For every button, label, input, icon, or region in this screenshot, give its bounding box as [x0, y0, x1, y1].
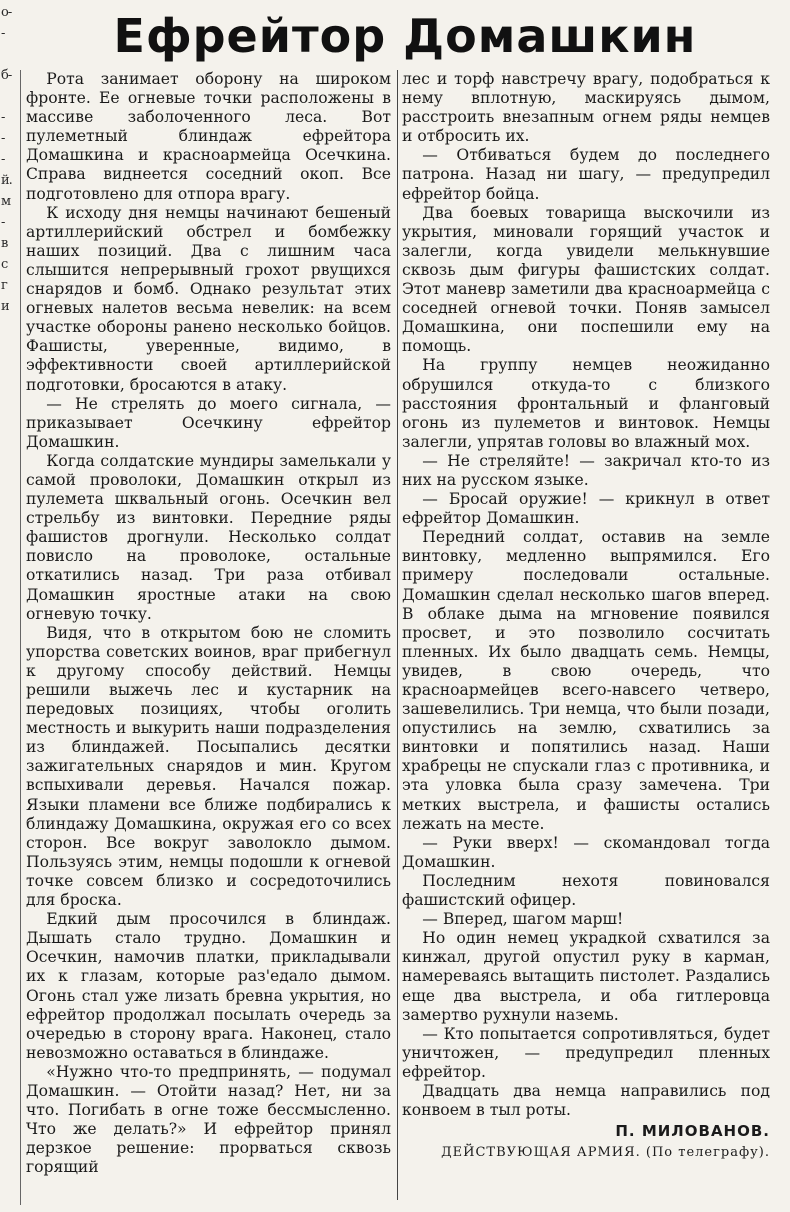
- article-paragraph: — Вперед, шагом марш!: [422, 910, 624, 929]
- adjacent-column-fragment: [0, 0, 17, 314]
- column-divider: [397, 70, 398, 1200]
- article-paragraph: Но один немец украдкой схватился за кинжал, другой опустил руку в карман, намереваясь вытащить пистолет. Раздались еще два выстрела, и оба гитлеровца замертво рухнули наземь.: [402, 929, 770, 1024]
- article-paragraph: — Отбиваться будем до последнего патрона. Назад ни шагу, — предупредил ефрейтор бойца.: [402, 146, 770, 203]
- fragment-line: и: [1, 299, 9, 314]
- article-paragraph: — Руки вверх! — скомандовал тогда Домашкин.: [402, 833, 770, 871]
- fragment-line: -: [1, 215, 5, 230]
- article-paragraph: Рота занимает оборону на широком фронте. Ее огневые точки расположены в массиве заболоченного леса. Вот пулеметный блиндаж ефрейтора Домашкина и красноармейца Осечкина. Справа виднеется соседний окоп. Все подготовлено для отпора врагу.: [26, 70, 391, 203]
- article-paragraph: лес и торф навстречу врагу, подобраться к нему вплотную, маскируясь дымом, расстроить внезапным огнем ряды немцев и отбросить их.: [402, 70, 770, 146]
- article-paragraph: К исходу дня немцы начинают бешеный артиллерийский обстрел и бомбежку наших позиций. Два с лишним часа слышится непрерывный грохот рвущихся снарядов и бомб. Однако результат этих огневых налетов весьма невелик: на всем участке обороны ранено несколько бойцов. Фашисты, уверенные, видимо, в эффективности своей артиллерийской подготовки, бросаются в атаку.: [26, 203, 391, 394]
- article-paragraph: — Не стрелять до моего сигнала, — приказывает Осечкину ефрейтор Домашкин.: [26, 394, 391, 451]
- fragment-line: -: [1, 152, 5, 167]
- fragment-line: в: [1, 236, 8, 251]
- article-paragraph: Двадцать два немца направились под конвоем в тыл роты.: [402, 1081, 770, 1120]
- article-column-right: [402, 70, 770, 1162]
- article-paragraph: — Кто попытается сопротивляться, будет уничтожен, — предупредил пленных ефрейтор.: [402, 1024, 770, 1081]
- author-signature: П. МИЛОВАНОВ.: [615, 1122, 770, 1141]
- dateline: ДЕЙСТВУЮЩАЯ АРМИЯ. (По телеграфу).: [441, 1145, 770, 1161]
- fragment-line: -: [1, 26, 5, 41]
- fragment-line: [1, 84, 17, 105]
- article-paragraph: «Нужно что-то предпринять, — подумал Домашкин. — Отойти назад? Нет, ни за что. Погибать в огне тоже бессмысленно. Что же делать?» И ефрейтор принял дерзкое решение: прорваться сквозь горящий: [26, 1062, 391, 1177]
- fragment-line: о-: [1, 5, 12, 20]
- fragment-line: -: [1, 110, 5, 125]
- article-paragraph: Видя, что в открытом бою не сломить упорства советских воинов, враг прибегнул к другому способу действий. Немцы решили выжечь лес и кустарник на передовых позициях, чтобы оголить местность и выкурить наши подразделения из блиндажей. Посыпались десятки зажигательных снарядов и мин. Кругом вспыхивали деревья. Начался пожар. Языки пламени все ближе подбирались к блиндажу Домашкина, окружая его со всех сторон. Все вокруг заволокло дымом. Пользуясь этим, немцы подошли к огневой точке совсем близко и сосредоточились для броска.: [26, 623, 391, 910]
- fragment-line: м: [1, 194, 11, 209]
- left-column-rule: [20, 70, 21, 1205]
- article-headline: Ефрейтор Домашкин: [113, 9, 697, 63]
- fragment-line: й.: [1, 173, 12, 188]
- article-paragraph: Два боевых товарища выскочили из укрытия, миновали горящий участок и залегли, когда увидели мелькнувшие сквозь дым фигуры фашистских солдат. Этот маневр заметили два красноармейца с соседней огневой точки. Поняв замысел Домашкина, они поспешили ему на помощь.: [402, 203, 770, 356]
- fragment-line: -: [1, 131, 5, 146]
- article-paragraph: — Не стреляйте! — закричал кто-то из них на русском языке.: [402, 451, 770, 489]
- right-column-body: [402, 70, 770, 1120]
- fragment-line: [1, 42, 17, 63]
- article-column-left: [26, 70, 391, 1177]
- fragment-line: г: [1, 278, 7, 293]
- fragment-line: с: [1, 257, 8, 272]
- article-paragraph: Когда солдатские мундиры замелькали у самой проволоки, Домашкин открыл из пулемета шквальный огонь. Осечкин вел стрельбу из винтовки. Передние ряды фашистов дрогнули. Несколько солдат повисло на проволоке, остальные откатились назад. Три раза отбивал Домашкин яростные атаки на свою огневую точку.: [26, 451, 391, 623]
- fragment-line: б-: [1, 68, 12, 83]
- article-paragraph: Последним нехотя повиновался фашистский офицер.: [402, 871, 770, 910]
- article-paragraph: Передний солдат, оставив на земле винтовку, медленно выпрямился. Его примеру последовали остальные. Домашкин сделал несколько шагов вперед. В облаке дыма на мгновение появился просвет, и это позволило сосчитать пленных. Их было двадцать семь. Немцы, увидев, в свою очередь, что красноармейцев всего-навсего четверо, зашевелились. Три немца, что были позади, опустились на землю, схватились за винтовки и попятились назад. Наши храбрецы не спускали глаз с противника, и эта уловка была сразу замечена. Три метких выстрела, и фашисты остались лежать на месте.: [402, 528, 770, 833]
- article-paragraph: На группу немцев неожиданно обрушился откуда-то с близкого расстояния фронтальный и фланговый огонь из пулеметов и винтовок. Немцы залегли, упрятав головы во влажный мох.: [402, 356, 770, 451]
- article-paragraph: — Бросай оружие! — крикнул в ответ ефрейтор Домашкин.: [402, 490, 770, 528]
- article-paragraph: Едкий дым просочился в блиндаж. Дышать стало трудно. Домашкин и Осечкин, намочив платки, прикладывали их к глазам, которые раз'едало дымом. Огонь стал уже лизать бревна укрытия, но ефрейтор продолжал посылать очередь за очередью в сторону врага. Наконец, стало невозможно оставаться в блиндаже.: [26, 910, 391, 1062]
